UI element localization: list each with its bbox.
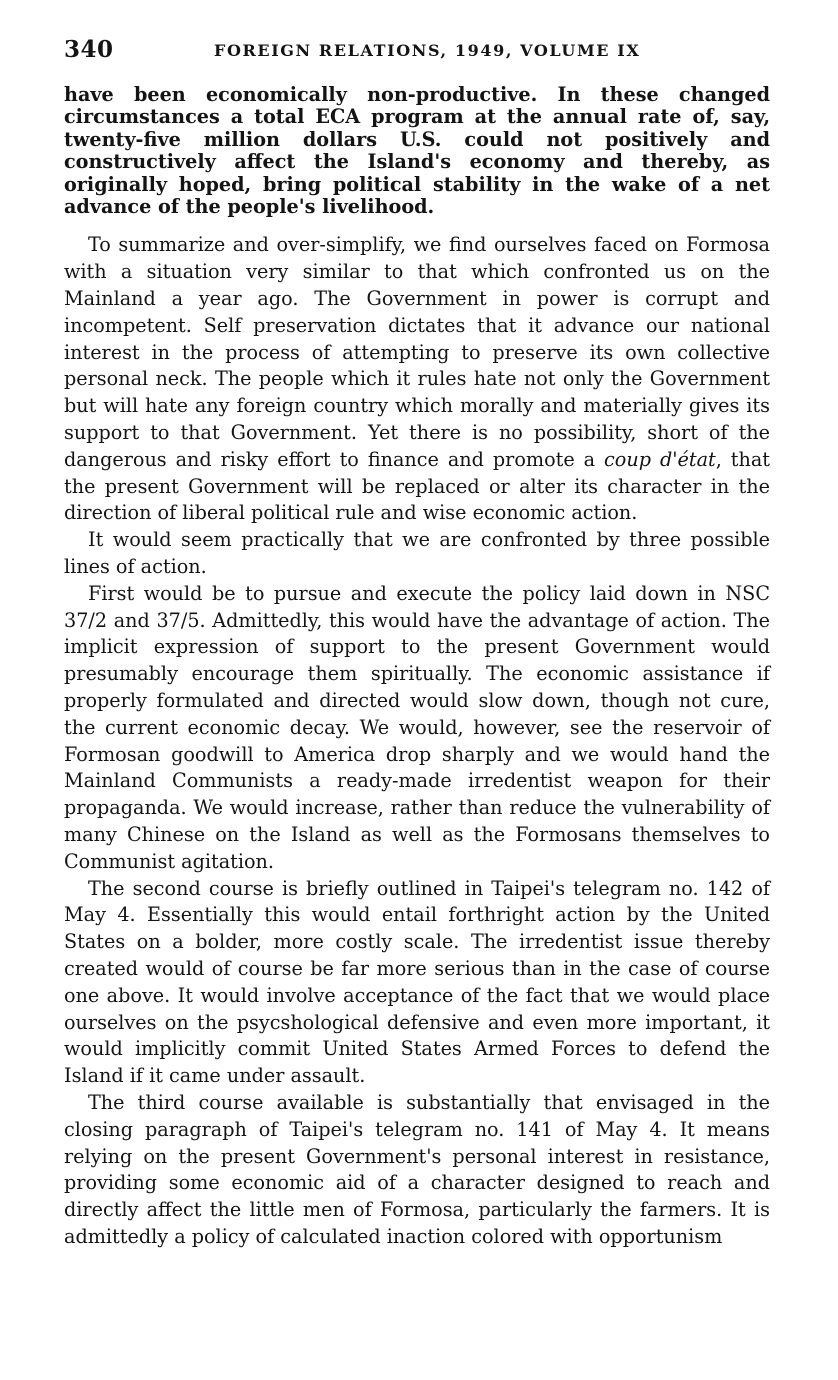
paragraph-summary-text-after: , that the present Government will be replaced or alter its character in the direction of liberal political rule and wise economic action. [64, 447, 770, 525]
running-head [64, 36, 770, 66]
paragraph-summary [64, 232, 770, 527]
paragraph-second-course: The second course is briefly outlined in Taipei's telegram no. 142 of May 4. Essentially this would entail forthright action by the United States on a bolder, more costly scale. The irredentist issue thereby created would of course be far more serious than in the case of course one above. It would involve acceptance of the fact that we would place ourselves on the psycshological defensive and even more important, it would implicitly commit United States Armed Forces to defend the Island if it came under assault. [64, 876, 770, 1088]
page-number: 340 [64, 36, 114, 63]
running-title: FOREIGN RELATIONS, 1949, VOLUME IX [214, 41, 641, 60]
paragraph-summary-text: To summarize and over-simplify, we find ourselves faced on Formosa with a situation very similar to that which confronted us on the Mainland a year ago. The Government in power is corrupt and incompetent. Self preservation dictates that it advance our national interest in the process of attempting to preserve its own collective personal neck. The people which it rules hate not only the Government but will hate any foreign country which morally and materially gives its support to that Government. Yet there is no possibility, short of the dangerous and risky effort to finance and promote a [64, 233, 770, 471]
italic-phrase: coup d'état [604, 447, 716, 471]
paragraph-lines-of-action: It would seem practically that we are confronted by three possible lines of action. [64, 528, 770, 578]
body-text [64, 84, 770, 1251]
paragraph-continuation: have been economically non-productive. In these changed circumstances a total ECA program at the annual rate of, say, twenty-five million dollars U.S. could not positively and constructively affect the Island's economy and thereby, as originally hoped, bring political stability in the wake of a net advance of the people's livelihood. [64, 83, 770, 219]
paragraph-first-course: First would be to pursue and execute the policy laid down in NSC 37/2 and 37/5. Admittedly, this would have the advantage of action. The implicit expression of support to the present Government would presumably encourage them spiritually. The economic assistance if properly formulated and directed would slow down, though not cure, the current economic decay. We would, however, see the reservoir of Formosan goodwill to America drop sharply and we would hand the Mainland Communists a ready-made irredentist weapon for their propaganda. We would increase, rather than reduce the vulnerability of many Chinese on the Island as well as the Formosans themselves to Communist agitation. [64, 581, 770, 873]
paragraph-third-course: The third course available is substantially that envisaged in the closing paragraph of Taipei's telegram no. 141 of May 4. It means relying on the present Government's personal interest in resistance, providing some economic aid of a character designed to reach and directly affect the little men of Formosa, particularly the farmers. It is admittedly a policy of calculated inaction colored with opportunism [64, 1090, 770, 1248]
